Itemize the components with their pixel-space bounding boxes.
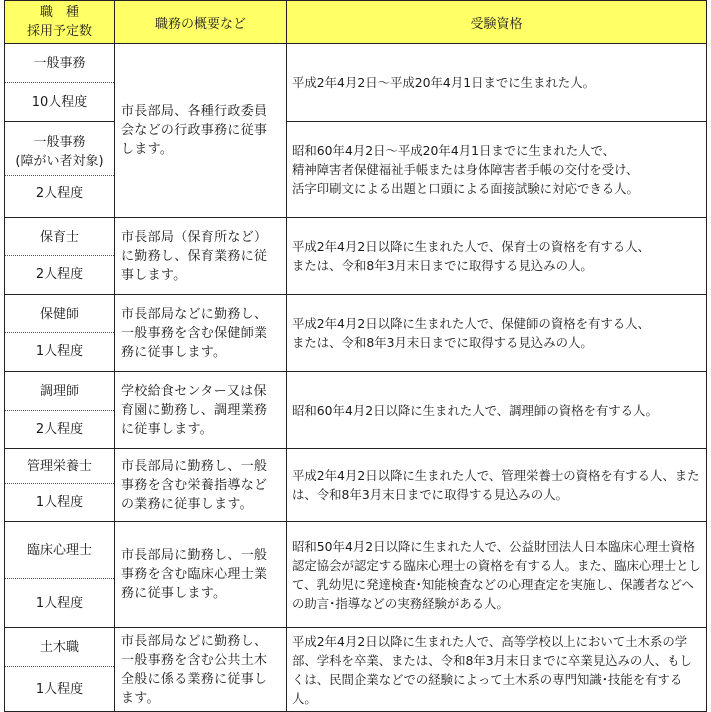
hire-count: 10人程度 bbox=[31, 94, 88, 110]
recruitment-table bbox=[4, 0, 707, 712]
table-row bbox=[5, 372, 707, 449]
header-type-line2: 採用予定数 bbox=[26, 24, 92, 39]
hire-count: 1人程度 bbox=[35, 595, 84, 611]
qualification-text: 平成2年4月2日以降に生まれた人で、保健師の資格を有する人、 または、令和8年3月末日までに取得する見込みの人。 bbox=[292, 316, 650, 350]
duty-cell bbox=[115, 44, 287, 218]
qualification-cell bbox=[287, 449, 707, 522]
duty-cell bbox=[115, 218, 287, 295]
job-type-cell bbox=[5, 295, 115, 372]
duty-text: 市長部局などに勤務し、一般事務を含む保健師業務に従事します。 bbox=[121, 306, 268, 360]
table-row bbox=[5, 44, 707, 122]
job-type-cell bbox=[5, 372, 115, 449]
job-type-cell bbox=[5, 628, 115, 712]
table-row bbox=[5, 522, 707, 628]
hire-count: 1人程度 bbox=[35, 495, 84, 510]
job-type: 管理栄養士 bbox=[5, 449, 114, 484]
duty-text: 市長部局（保育所など）に勤務し、保育業務に従事します。 bbox=[121, 229, 268, 283]
qualification-text: 昭和50年4月2日以降に生まれた人で、公益財団法人日本臨床心理士資格認定協会が認定する臨床心理士の資格を有する人。また、臨床心理士として、乳幼児に発達検査･知能検査などの心理査定を実施し、保護者などへの助言･指導などの実務経験がある人。 bbox=[292, 538, 701, 611]
qualification-cell bbox=[287, 295, 707, 372]
qualification-text: 平成2年4月2日以降に生まれた人で、高等学校以上において土木系の学部、学科を卒業、または、令和8年3月末日までに卒業見込みの人、もしくは、民間企業などでの経験によって土木系の専門知識･技能を有する人。 bbox=[292, 633, 692, 706]
qualification-cell bbox=[287, 628, 707, 712]
qualification-text: 昭和60年4月2日～平成20年4月1日までに生まれた人で、 精神障害者保健福祉手帳または身体障害者手帳の交付を受け、 活字印刷文による出題と口頭による面接試験に対応できる人。 bbox=[292, 143, 639, 196]
job-type: 一般事務 (障がい者対象) bbox=[5, 128, 114, 176]
header-type-line1: 職 種 bbox=[39, 5, 79, 20]
job-type: 臨床心理士 bbox=[5, 522, 114, 579]
qualification-cell bbox=[287, 372, 707, 449]
job-type-cell bbox=[5, 122, 115, 218]
header-job-type bbox=[5, 1, 115, 44]
table-row bbox=[5, 628, 707, 712]
duty-cell bbox=[115, 449, 287, 522]
job-type: 保育士 bbox=[5, 219, 114, 256]
table-row bbox=[5, 295, 707, 372]
hire-count: 2人程度 bbox=[35, 267, 84, 282]
qualification-text: 平成2年4月2日～平成20年4月1日までに生まれた人。 bbox=[292, 75, 595, 90]
duty-text: 学校給食センター又は保育園に勤務し、調理業務に従事します。 bbox=[121, 383, 268, 437]
duty-text: 市長部局に勤務し、一般事務を含む臨床心理士業務に従事します。 bbox=[121, 548, 268, 601]
qualification-text: 平成2年4月2日以降に生まれた人で、保育士の資格を有する人、 または、令和8年3月末日までに取得する見込みの人。 bbox=[292, 239, 650, 273]
job-type-cell bbox=[5, 44, 115, 122]
qualification-cell bbox=[287, 218, 707, 295]
job-type: 土木職 bbox=[5, 628, 114, 667]
duty-cell bbox=[115, 522, 287, 628]
table-row bbox=[5, 449, 707, 522]
hire-count: 1人程度 bbox=[35, 681, 84, 697]
header-duty: 職務の概要など bbox=[115, 1, 287, 44]
job-type-cell bbox=[5, 218, 115, 295]
duty-cell bbox=[115, 372, 287, 449]
job-type: 保健師 bbox=[5, 296, 114, 333]
hire-count: 1人程度 bbox=[35, 344, 84, 359]
duty-cell bbox=[115, 295, 287, 372]
hire-count: 2人程度 bbox=[35, 186, 84, 201]
header-qualification: 受験資格 bbox=[287, 1, 707, 44]
qualification-cell bbox=[287, 522, 707, 628]
duty-cell bbox=[115, 628, 287, 712]
duty-text: 市長部局に勤務し、一般事務を含む栄養指導などの業務に従事します。 bbox=[121, 458, 268, 512]
qualification-cell bbox=[287, 44, 707, 122]
qualification-cell bbox=[287, 122, 707, 218]
table-row bbox=[5, 218, 707, 295]
header-row bbox=[5, 1, 707, 44]
job-type-cell bbox=[5, 449, 115, 522]
job-type: 一般事務 bbox=[5, 44, 114, 83]
qualification-text: 平成2年4月2日以降に生まれた人で、管理栄養士の資格を有する人、または、令和8年3月末日までに取得する見込みの人。 bbox=[292, 468, 700, 502]
job-type-cell bbox=[5, 522, 115, 628]
hire-count: 2人程度 bbox=[35, 422, 84, 437]
table-row bbox=[5, 122, 707, 218]
qualification-text: 昭和60年4月2日以降に生まれた人で、調理師の資格を有する人。 bbox=[292, 402, 658, 418]
duty-text: 市長部局などに勤務し、一般事務を含む公共土木全般に係る業務に従事します。 bbox=[121, 633, 268, 706]
job-type: 調理師 bbox=[5, 372, 114, 411]
duty-text: 市長部局、各種行政委員会などの行政事務に従事します。 bbox=[121, 104, 268, 157]
